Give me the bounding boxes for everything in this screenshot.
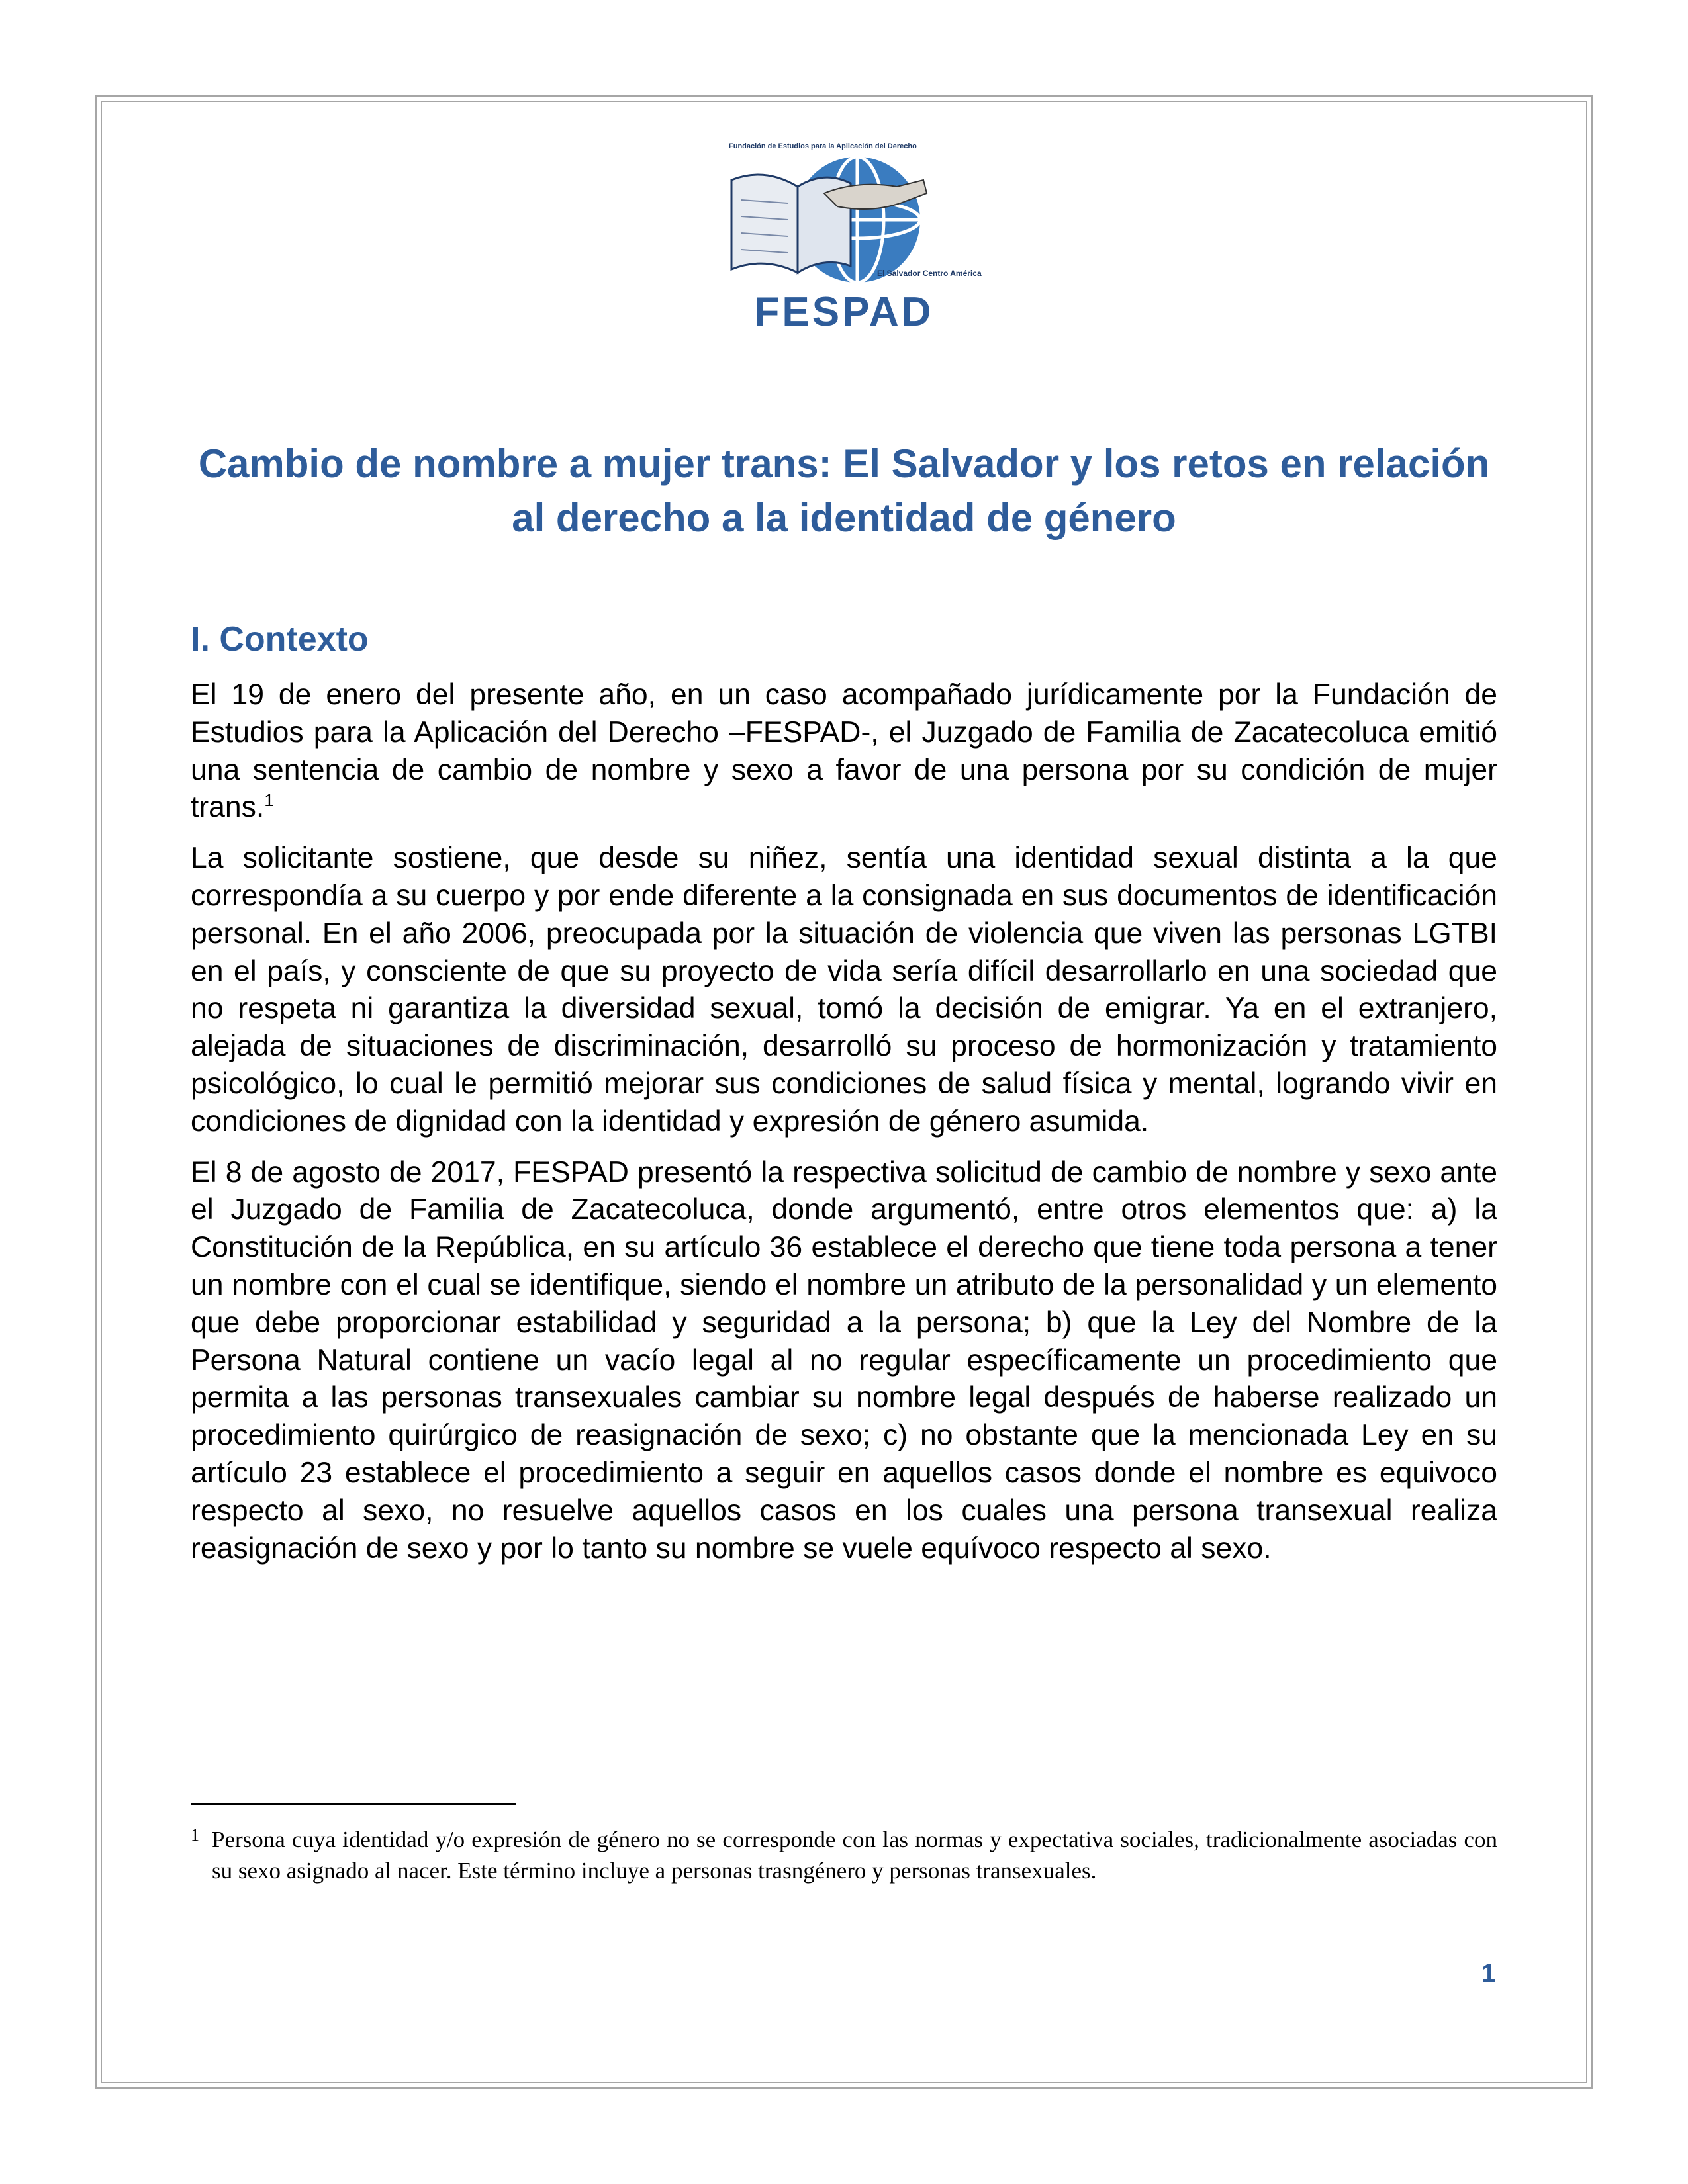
logo-location-text: El Salvador Centro América — [877, 269, 982, 278]
book-icon — [731, 175, 851, 273]
fespad-logo — [725, 140, 982, 335]
footnote-separator — [191, 1803, 516, 1805]
paragraph-2: La solicitante sostiene, que desde su niñez, sentía una identidad sexual distinta a la que correspondía a su cuerpo y por ende diferente a la consignada en sus documentos de identificación personal. En el año 2006, preocupada por la situación de violencia que viven las personas LGTBI en el país, y consciente de que su proyecto de vida sería difícil desarrollarlo en una sociedad que no respeta ni garantiza la diversidad sexual, tomó la decisión de emigrar. Ya en el extranjero, alejada de situaciones de discriminación, desarrolló su proceso de hormonización y tratamiento psicológico, lo cual le permitió mejorar sus condiciones de salud física y mental, logrando vivir en condiciones de dignidad con la identidad y expresión de género asumida. — [191, 842, 1497, 1138]
footnote — [191, 1825, 1497, 1886]
paragraph-1-text: El 19 de enero del presente año, en un caso acompañado jurídicamente por la Fundación de Estudios para la Aplicación del Derecho –FESPAD-, el Juzgado de Familia de Zacatecoluca emitió una sentencia de cambio de nombre y sexo a favor de una persona por su condición de mujer trans. — [191, 678, 1497, 824]
footnote-reference[interactable]: 1 — [264, 790, 274, 811]
logo-top-text: Fundación de Estudios para la Aplicación del Derecho — [729, 142, 917, 150]
paragraph-1 — [191, 676, 1497, 827]
footnote-text: Persona cuya identidad y/o expresión de género no se corresponde con las normas y expectativa sociales, tradicionalmente asociadas con su sexo asignado al nacer. Este término incluye a personas trasngénero y personas transexuales. — [212, 1827, 1497, 1884]
document-title: Cambio de nombre a mujer trans: El Salvador y los retos en relación al derecho a la identidad de género — [198, 441, 1490, 540]
logo-wordmark: FESPAD — [754, 289, 934, 335]
section-heading: I. Contexto — [191, 620, 369, 659]
document-body — [191, 676, 1497, 1580]
paragraph-3: El 8 de agosto de 2017, FESPAD presentó la respectiva solicitud de cambio de nombre y sexo ante el Juzgado de Familia de Zacatecoluca, donde argumentó, entre otros elementos que: a) la Constitución de la República, en su artículo 36 establece el derecho que tiene toda persona a tener un nombre con el cual se identifique, siendo el nombre un atributo de la personalidad y un elemento que debe proporcionar estabilidad y seguridad a la persona; b) que la Ley del Nombre de la Persona Natural contiene un vacío legal al no regular específicamente un procedimiento que permita a las personas transexuales cambiar su nombre legal después de haberse realizado un procedimiento quirúrgico de reasignación de sexo; c) no obstante que la mencionada Ley en su artículo 23 establece el procedimiento a seguir en aquellos casos donde el nombre es equivoco respecto al sexo, no resuelve aquellos casos en los cuales una persona transexual realiza reasignación de sexo y por lo tanto su nombre se vuele equívoco respecto al sexo. — [191, 1156, 1497, 1565]
page-number: 1 — [1481, 1959, 1496, 1988]
footnote-mark: 1 — [191, 1825, 199, 1844]
